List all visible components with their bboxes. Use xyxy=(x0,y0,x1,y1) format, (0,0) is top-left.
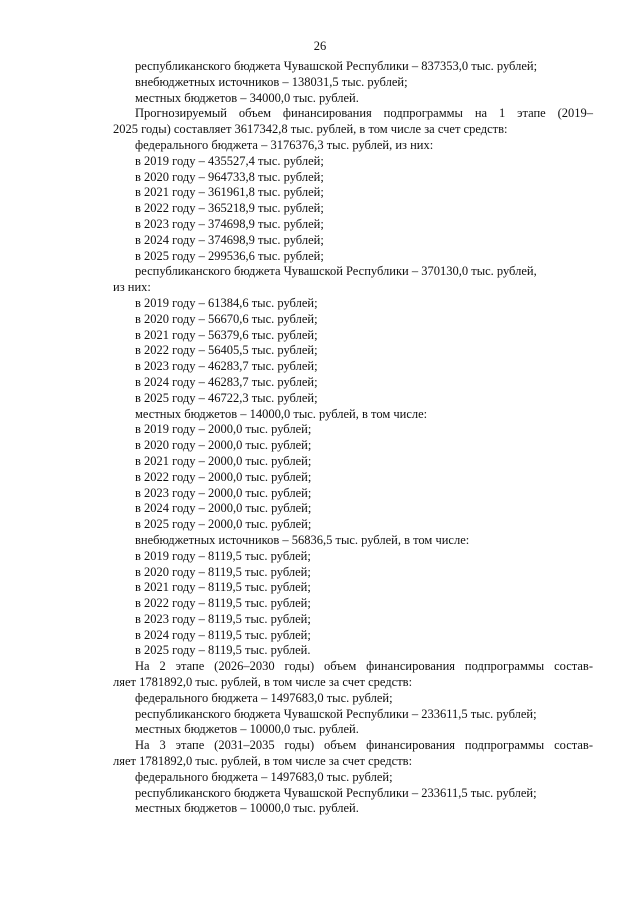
text-line: федерального бюджета – 3176376,3 тыс. рублей, из них: xyxy=(135,137,434,152)
text-line: федерального бюджета – 1497683,0 тыс. рублей; xyxy=(135,769,393,784)
text-line: в 2021 году – 361961,8 тыс. рублей; xyxy=(135,185,324,200)
text-line: республиканского бюджета Чувашской Республики – 233611,5 тыс. рублей; xyxy=(135,785,537,800)
text-line: в 2021 году – 8119,5 тыс. рублей; xyxy=(135,580,311,595)
text-line: федерального бюджета – 1497683,0 тыс. рублей; xyxy=(135,690,393,705)
text-line: 2025 годы) составляет 3617342,8 тыс. рублей, в том числе за счет средств: xyxy=(113,122,508,137)
text-line: в 2025 году – 299536,6 тыс. рублей; xyxy=(135,248,324,263)
document-body xyxy=(113,59,593,817)
text-line: местных бюджетов – 10000,0 тыс. рублей. xyxy=(135,801,359,816)
text-line: из них: xyxy=(113,280,151,295)
text-line: в 2024 году – 2000,0 тыс. рублей; xyxy=(135,501,312,516)
text-line: в 2021 году – 56379,6 тыс. рублей; xyxy=(135,327,318,342)
text-line: в 2022 году – 56405,5 тыс. рублей; xyxy=(135,343,318,358)
text-line: местных бюджетов – 34000,0 тыс. рублей. xyxy=(135,90,359,105)
text-line: ляет 1781892,0 тыс. рублей, в том числе за счет средств: xyxy=(113,675,413,690)
text-line: в 2024 году – 374698,9 тыс. рублей; xyxy=(135,232,324,247)
text-line: Прогнозируемый объем финансирования подпрограммы на 1 этапе (2019– xyxy=(135,106,593,121)
text-line: республиканского бюджета Чувашской Республики – 233611,5 тыс. рублей; xyxy=(135,706,537,721)
text-line: в 2024 году – 8119,5 тыс. рублей; xyxy=(135,627,311,642)
text-line: в 2020 году – 56670,6 тыс. рублей; xyxy=(135,311,318,326)
text-line: местных бюджетов – 10000,0 тыс. рублей. xyxy=(135,722,359,737)
text-line: в 2025 году – 2000,0 тыс. рублей; xyxy=(135,517,312,532)
text-line: внебюджетных источников – 56836,5 тыс. рублей, в том числе: xyxy=(135,532,470,547)
text-line: На 3 этапе (2031–2035 годы) объем финансирования подпрограммы состав- xyxy=(135,738,593,753)
text-line: в 2019 году – 435527,4 тыс. рублей; xyxy=(135,153,324,168)
text-line: республиканского бюджета Чувашской Республики – 370130,0 тыс. рублей, xyxy=(135,264,537,279)
text-line: в 2023 году – 374698,9 тыс. рублей; xyxy=(135,216,324,231)
text-line: ляет 1781892,0 тыс. рублей, в том числе за счет средств: xyxy=(113,754,413,769)
text-line: в 2022 году – 2000,0 тыс. рублей; xyxy=(135,469,312,484)
text-line: республиканского бюджета Чувашской Республики – 837353,0 тыс. рублей; xyxy=(135,59,538,73)
text-line: в 2020 году – 2000,0 тыс. рублей; xyxy=(135,438,312,453)
text-line: местных бюджетов – 14000,0 тыс. рублей, в том числе: xyxy=(135,406,428,421)
text-line: в 2019 году – 8119,5 тыс. рублей; xyxy=(135,548,311,563)
text-line: в 2023 году – 46283,7 тыс. рублей; xyxy=(135,359,318,374)
page-number: 26 xyxy=(313,39,327,53)
text-line: в 2019 году – 2000,0 тыс. рублей; xyxy=(135,422,312,437)
text-line: в 2022 году – 8119,5 тыс. рублей; xyxy=(135,596,311,611)
text-line: в 2023 году – 8119,5 тыс. рублей; xyxy=(135,611,311,626)
text-line: в 2020 году – 8119,5 тыс. рублей; xyxy=(135,564,311,579)
text-line: в 2025 году – 8119,5 тыс. рублей. xyxy=(135,643,311,658)
text-line: в 2023 году – 2000,0 тыс. рублей; xyxy=(135,485,312,500)
text-line: в 2020 году – 964733,8 тыс. рублей; xyxy=(135,169,324,184)
text-line: внебюджетных источников – 138031,5 тыс. рублей; xyxy=(135,74,408,89)
text-line: в 2022 году – 365218,9 тыс. рублей; xyxy=(135,201,324,216)
text-line: в 2019 году – 61384,6 тыс. рублей; xyxy=(135,295,318,310)
text-line: На 2 этапе (2026–2030 годы) объем финансирования подпрограммы состав- xyxy=(135,659,593,674)
text-line: в 2025 году – 46722,3 тыс. рублей; xyxy=(135,390,318,405)
text-line: в 2024 году – 46283,7 тыс. рублей; xyxy=(135,374,318,389)
text-line: в 2021 году – 2000,0 тыс. рублей; xyxy=(135,453,312,468)
